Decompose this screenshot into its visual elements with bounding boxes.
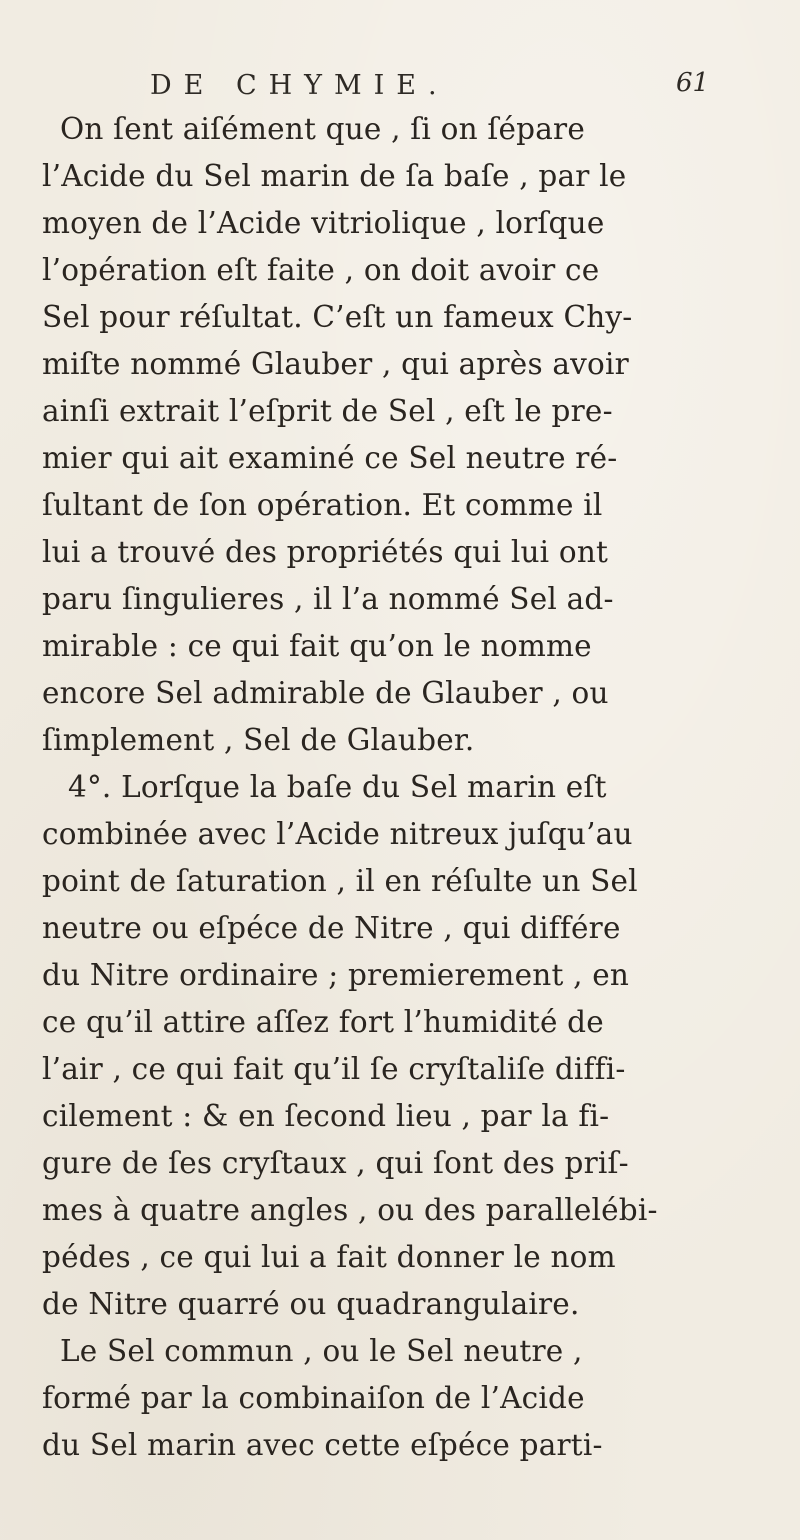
text-line: neutre ou eſpéce de Nitre , qui différe (42, 911, 621, 945)
text-line: Le Sel commun , ou le Sel neutre , (60, 1334, 583, 1368)
text-line: ſultant de ſon opération. Et comme il (42, 488, 603, 522)
page-number: 61 (676, 68, 710, 98)
text-line: ainſi extrait l’eſprit de Sel , eſt le pre- (42, 394, 613, 428)
text-line: paru ſingulieres , il l’a nommé Sel ad- (42, 582, 614, 616)
text-line: miſte nommé Glauber , qui après avoir (42, 347, 629, 381)
text-line: mier qui ait examiné ce Sel neutre ré- (42, 441, 618, 475)
text-line: l’opération eſt faite , on doit avoir ce (42, 253, 600, 287)
text-line: 4°. Lorſque la baſe du Sel marin eſt (68, 770, 607, 804)
text-line: encore Sel admirable de Glauber , ou (42, 676, 609, 710)
text-line: point de ſaturation , il en réſulte un Sel (42, 864, 638, 898)
text-line: l’air , ce qui fait qu’il ſe cryſtaliſe diffi- (42, 1052, 626, 1086)
text-line: formé par la combinaiſon de l’Acide (42, 1381, 585, 1415)
text-line: mes à quatre angles , ou des parallelébi- (42, 1193, 658, 1227)
text-line: ce qu’il attire aſſez fort l’humidité de (42, 1005, 604, 1039)
text-line: du Sel marin avec cette eſpéce parti- (42, 1428, 603, 1462)
text-line: Sel pour réſultat. C’eſt un fameux Chy- (42, 300, 633, 334)
text-line: lui a trouvé des propriétés qui lui ont (42, 535, 609, 569)
text-line: moyen de l’Acide vitriolique , lorſque (42, 206, 605, 240)
text-line: pédes , ce qui lui a fait donner le nom (42, 1240, 616, 1274)
text-line: mirable : ce qui fait qu’on le nomme (42, 629, 592, 663)
text-line: l’Acide du Sel marin de ſa baſe , par le (42, 159, 627, 193)
text-line: de Nitre quarré ou quadrangulaire. (42, 1287, 580, 1321)
body-text (42, 106, 772, 1469)
text-line: ſimplement , Sel de Glauber. (42, 723, 475, 757)
text-line: cilement : & en ſecond lieu , par la fi- (42, 1099, 610, 1133)
text-line: gure de ſes cryſtaux , qui ſont des priſ- (42, 1146, 629, 1180)
running-head: DE CHYMIE. (150, 70, 449, 101)
text-line: combinée avec l’Acide nitreux juſqu’au (42, 817, 633, 851)
text-line: du Nitre ordinaire ; premierement , en (42, 958, 630, 992)
text-line: On ſent aiſément que , ſi on ſépare (60, 112, 585, 146)
